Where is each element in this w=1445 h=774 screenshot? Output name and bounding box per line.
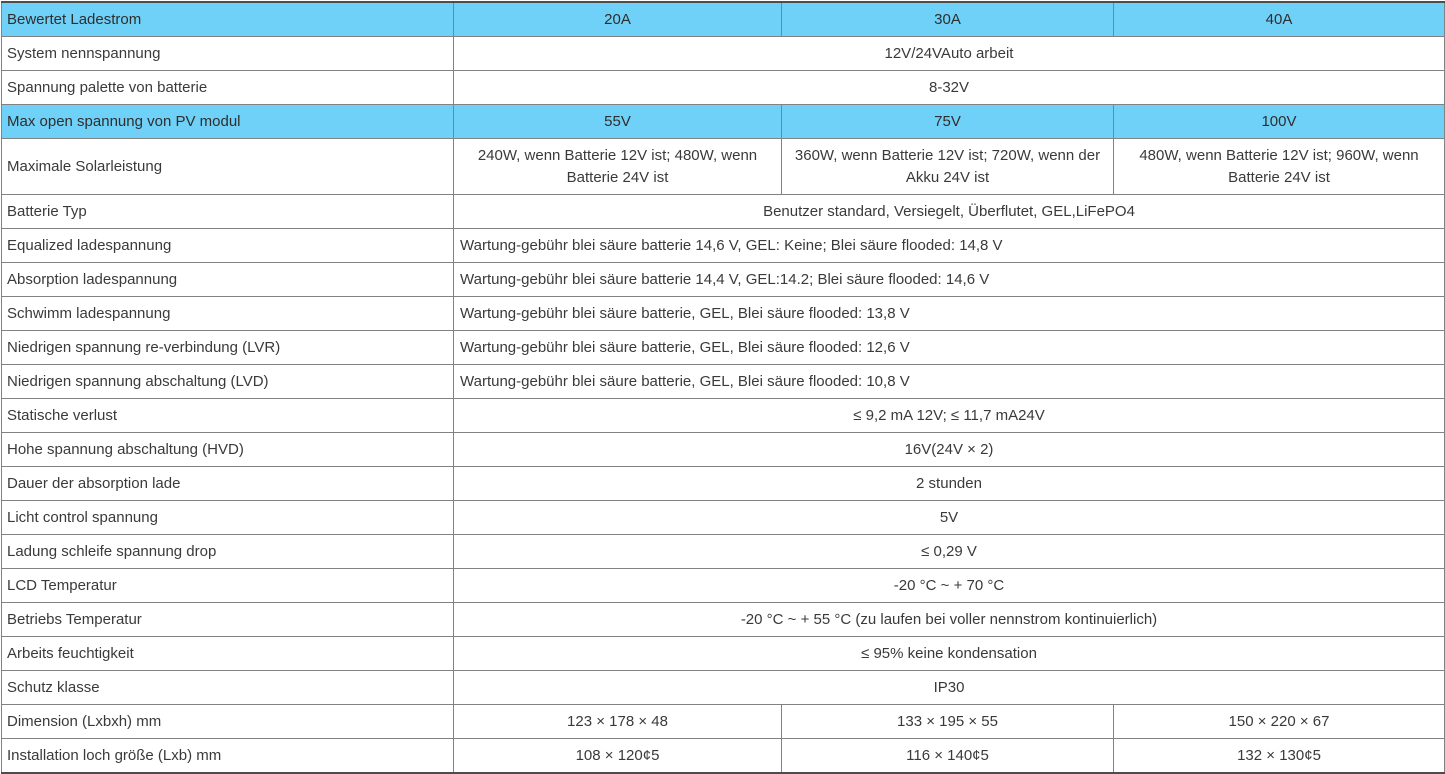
row-value-merged-cell: Wartung-gebühr blei säure batterie, GEL, Blei säure flooded: 12,6 V — [454, 331, 1445, 365]
row-label: Niedrigen spannung abschaltung (LVD) — [2, 365, 454, 399]
table-row — [2, 331, 1445, 365]
row-label: Maximale Solarleistung — [2, 139, 454, 195]
table-row — [2, 297, 1445, 331]
table-row — [2, 105, 1445, 139]
row-label: Absorption ladespannung — [2, 263, 454, 297]
row-value-merged-cell: IP30 — [454, 671, 1445, 705]
row-value-merged-cell: Wartung-gebühr blei säure batterie, GEL, Blei säure flooded: 13,8 V — [454, 297, 1445, 331]
table-row — [2, 37, 1445, 71]
row-value-merged-cell: Benutzer standard, Versiegelt, Überflutet, GEL,LiFePO4 — [454, 195, 1445, 229]
row-value-cell: 123 × 178 × 48 — [454, 705, 782, 739]
row-value-cell: 100V — [1114, 105, 1445, 139]
row-label: Betriebs Temperatur — [2, 603, 454, 637]
table-row — [2, 501, 1445, 535]
row-value-merged-cell: 8-32V — [454, 71, 1445, 105]
spec-table-body — [2, 2, 1445, 773]
row-value-cell: 40A — [1114, 2, 1445, 37]
table-row — [2, 263, 1445, 297]
table-row — [2, 2, 1445, 37]
table-row — [2, 671, 1445, 705]
table-row — [2, 229, 1445, 263]
row-label: Dauer der absorption lade — [2, 467, 454, 501]
row-value-merged-cell: -20 °C ~ + 55 °C (zu laufen bei voller nennstrom kontinuierlich) — [454, 603, 1445, 637]
row-value-merged-cell: -20 °C ~ + 70 °C — [454, 569, 1445, 603]
row-label: Schwimm ladespannung — [2, 297, 454, 331]
row-label: Licht control spannung — [2, 501, 454, 535]
row-label: Arbeits feuchtigkeit — [2, 637, 454, 671]
row-label: Schutz klasse — [2, 671, 454, 705]
row-value-cell: 133 × 195 × 55 — [782, 705, 1114, 739]
row-label: System nennspannung — [2, 37, 454, 71]
row-value-merged-cell: ≤ 95% keine kondensation — [454, 637, 1445, 671]
table-row — [2, 467, 1445, 501]
table-row — [2, 705, 1445, 739]
table-row — [2, 139, 1445, 195]
row-value-merged-cell: Wartung-gebühr blei säure batterie, GEL, Blei säure flooded: 10,8 V — [454, 365, 1445, 399]
row-value-merged-cell: 16V(24V × 2) — [454, 433, 1445, 467]
table-row — [2, 739, 1445, 774]
table-row — [2, 399, 1445, 433]
row-label: Hohe spannung abschaltung (HVD) — [2, 433, 454, 467]
row-value-merged-cell: Wartung-gebühr blei säure batterie 14,6 V, GEL: Keine; Blei säure flooded: 14,8 V — [454, 229, 1445, 263]
table-row — [2, 71, 1445, 105]
row-value-merged-cell: ≤ 0,29 V — [454, 535, 1445, 569]
table-row — [2, 569, 1445, 603]
row-value-merged-cell: 5V — [454, 501, 1445, 535]
table-row — [2, 535, 1445, 569]
table-row — [2, 433, 1445, 467]
row-label: Bewertet Ladestrom — [2, 2, 454, 37]
row-value-merged-cell: ≤ 9,2 mA 12V; ≤ 11,7 mA24V — [454, 399, 1445, 433]
spec-sheet — [0, 1, 1445, 774]
row-value-cell: 132 × 130¢5 — [1114, 739, 1445, 774]
row-label: Ladung schleife spannung drop — [2, 535, 454, 569]
row-label: Statische verlust — [2, 399, 454, 433]
table-row — [2, 637, 1445, 671]
row-value-cell: 150 × 220 × 67 — [1114, 705, 1445, 739]
row-value-cell: 20A — [454, 2, 782, 37]
row-value-cell: 116 × 140¢5 — [782, 739, 1114, 774]
row-value-merged-cell: Wartung-gebühr blei säure batterie 14,4 V, GEL:14.2; Blei säure flooded: 14,6 V — [454, 263, 1445, 297]
row-label: Max open spannung von PV modul — [2, 105, 454, 139]
row-label: Installation loch größe (Lxb) mm — [2, 739, 454, 774]
table-row — [2, 365, 1445, 399]
row-label: Spannung palette von batterie — [2, 71, 454, 105]
row-value-cell: 108 × 120¢5 — [454, 739, 782, 774]
row-value-cell: 240W, wenn Batterie 12V ist; 480W, wenn Batterie 24V ist — [454, 139, 782, 195]
row-label: Niedrigen spannung re-verbindung (LVR) — [2, 331, 454, 365]
row-label: Dimension (Lxbxh) mm — [2, 705, 454, 739]
row-value-cell: 55V — [454, 105, 782, 139]
row-value-cell: 75V — [782, 105, 1114, 139]
row-value-merged-cell: 2 stunden — [454, 467, 1445, 501]
charge-controller-spec-table — [1, 1, 1445, 774]
row-label: LCD Temperatur — [2, 569, 454, 603]
table-row — [2, 195, 1445, 229]
row-label: Batterie Typ — [2, 195, 454, 229]
row-value-cell: 480W, wenn Batterie 12V ist; 960W, wenn Batterie 24V ist — [1114, 139, 1445, 195]
table-row — [2, 603, 1445, 637]
row-value-cell: 360W, wenn Batterie 12V ist; 720W, wenn der Akku 24V ist — [782, 139, 1114, 195]
row-value-cell: 30A — [782, 2, 1114, 37]
row-label: Equalized ladespannung — [2, 229, 454, 263]
row-value-merged-cell: 12V/24VAuto arbeit — [454, 37, 1445, 71]
